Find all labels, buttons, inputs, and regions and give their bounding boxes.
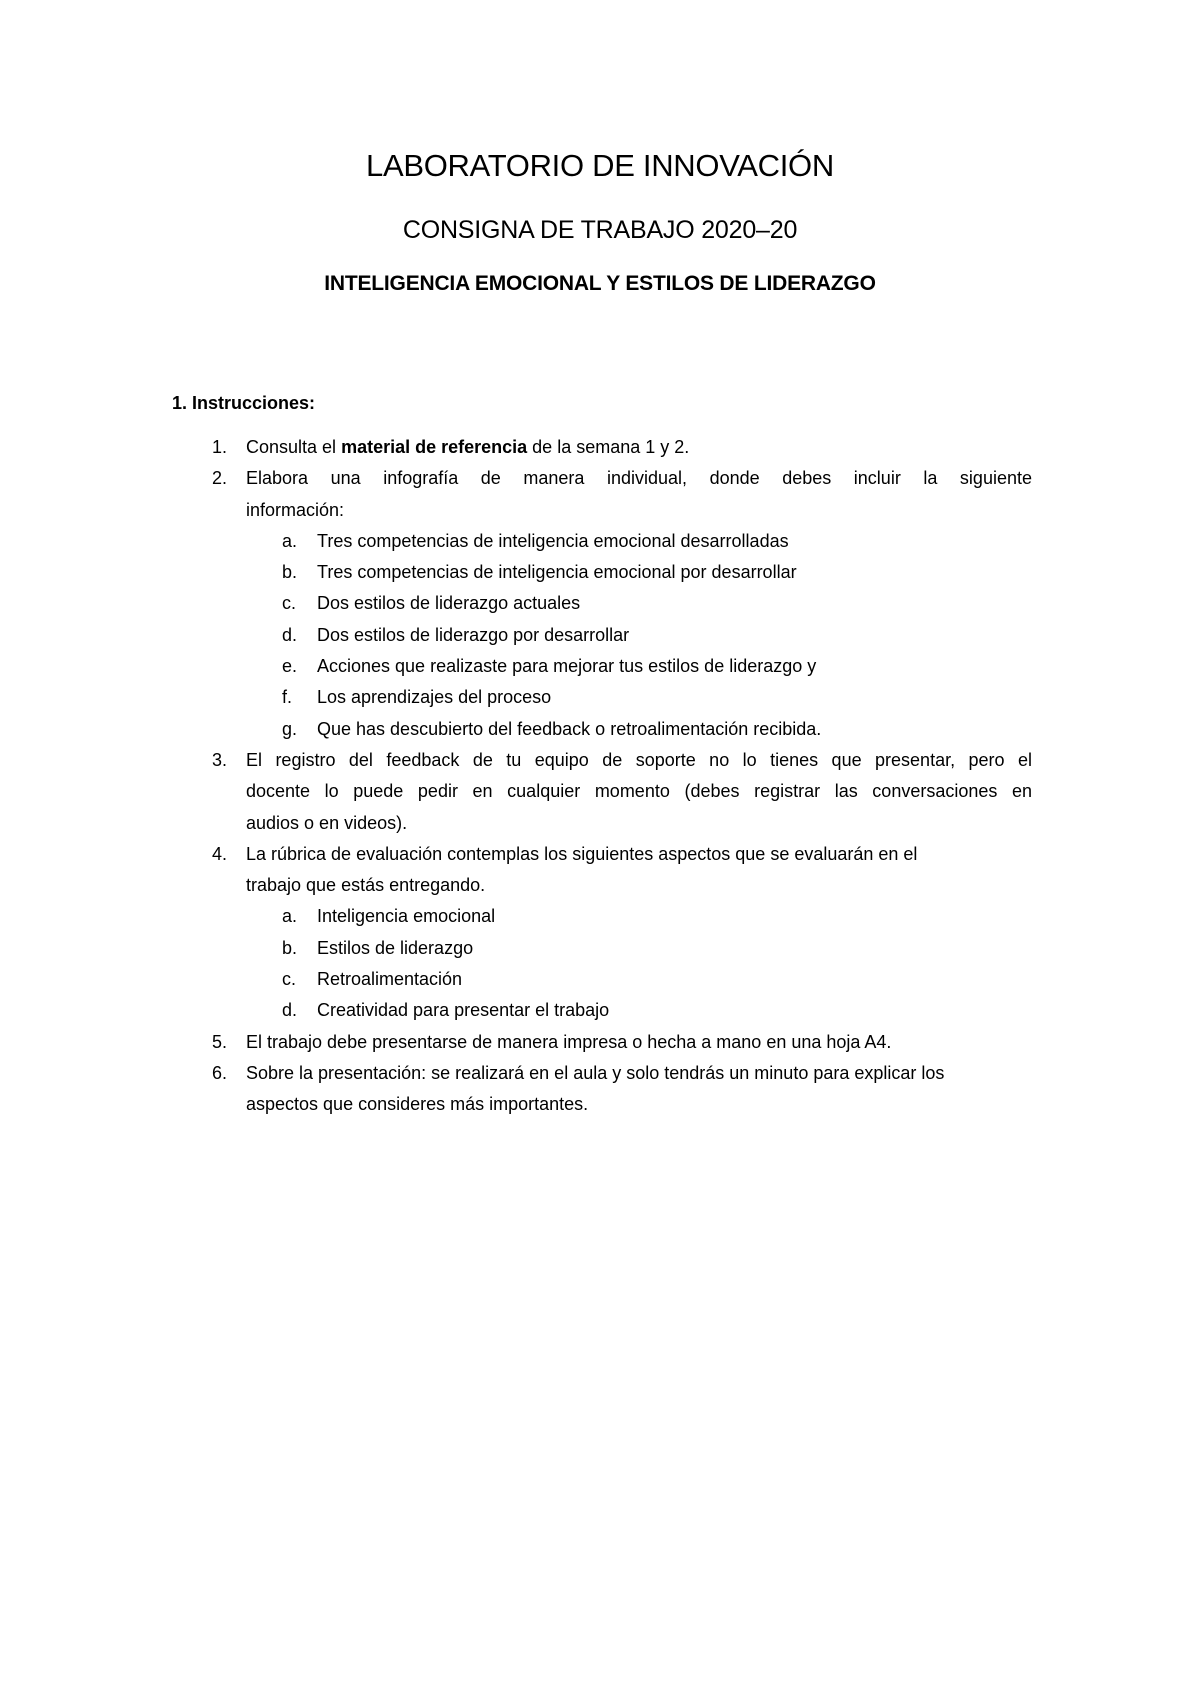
list-item-4-continuation — [0, 870, 1200, 901]
sub-item-text: Los aprendizajes del proceso — [317, 687, 552, 708]
sub-item-text: Inteligencia emocional — [317, 906, 496, 927]
sub-item — [0, 682, 1200, 713]
sub-item-letter: e. — [282, 656, 298, 677]
item-text: El trabajo debe presentarse de manera impresa o hecha a mano en una hoja A4. — [246, 1031, 892, 1052]
sub-item-text: Creatividad para presentar el trabajo — [317, 1000, 610, 1021]
sub-item-text: Tres competencias de inteligencia emocional por desarrollar — [317, 562, 797, 583]
sub-item — [0, 651, 1200, 682]
list-item-6 — [0, 1058, 1200, 1089]
sub-item-letter: g. — [282, 718, 298, 739]
sub-item-letter: f. — [282, 687, 293, 708]
list-item-1 — [0, 432, 1200, 463]
list-item-6-continuation — [0, 1089, 1200, 1120]
list-item-3 — [0, 745, 1200, 776]
item-text: El registro del feedback de tu equipo de soporte no lo tienes que presentar, pero el — [246, 749, 1032, 770]
sub-item — [0, 557, 1200, 588]
item-text: aspectos que consideres más importantes. — [246, 1094, 589, 1115]
item-number: 1. — [211, 437, 227, 457]
item-number: 4. — [211, 843, 227, 864]
sub-item-text: Tres competencias de inteligencia emocional desarrolladas — [317, 530, 789, 551]
item-number: 5. — [211, 1031, 227, 1052]
sub-item-text: Acciones que realizaste para mejorar tus estilos de liderazgo y — [317, 656, 817, 677]
list-item-3-continuation — [0, 808, 1200, 839]
sub-item-text: Retroalimentación — [317, 969, 463, 990]
item-text: La rúbrica de evaluación contemplas los siguientes aspectos que se evaluarán en el — [246, 843, 918, 864]
document-title: LABORATORIO DE INNOVACIÓN — [366, 148, 834, 183]
sub-item-text: Que has descubierto del feedback o retroalimentación recibida. — [317, 718, 822, 739]
item-text — [246, 432, 689, 463]
sub-item-letter: c. — [282, 969, 297, 990]
list-item-4 — [0, 839, 1200, 870]
sub-item — [0, 933, 1200, 964]
item-text-post: de la semana 1 y 2. — [527, 437, 690, 457]
list-item-2-continuation — [0, 495, 1200, 526]
sub-item-letter: d. — [282, 624, 298, 645]
sub-item-text: Dos estilos de liderazgo por desarrollar — [317, 624, 630, 645]
sub-item — [0, 526, 1200, 557]
sub-item-letter: a. — [282, 530, 298, 551]
sub-item — [0, 620, 1200, 651]
document-topic: INTELIGENCIA EMOCIONAL Y ESTILOS DE LIDERAZGO — [324, 272, 876, 295]
item-text: docente lo puede pedir en cualquier momento (debes registrar las conversaciones en — [246, 781, 1032, 802]
item-text: Elabora una infografía de manera individual, donde debes incluir la siguiente — [246, 468, 1032, 489]
item-text: información: — [246, 499, 345, 520]
item-text-pre: Consulta el — [246, 437, 342, 457]
sub-item-letter: b. — [282, 937, 298, 958]
section-heading: 1. Instrucciones: — [172, 393, 316, 413]
instructions-list — [0, 432, 1200, 1121]
sub-item-text: Estilos de liderazgo — [317, 937, 474, 958]
item-text: Sobre la presentación: se realizará en el aula y solo tendrás un minuto para explicar los — [246, 1062, 945, 1083]
list-item-5 — [0, 1027, 1200, 1058]
sub-item — [0, 588, 1200, 619]
sub-item-letter: c. — [282, 593, 297, 614]
sub-item-letter: b. — [282, 562, 298, 583]
item-text: audios o en videos). — [246, 812, 408, 833]
item-number: 6. — [211, 1062, 227, 1083]
sub-item-letter: a. — [282, 906, 298, 927]
list-item-3-continuation — [0, 776, 1200, 807]
sub-item — [0, 714, 1200, 745]
item-number: 3. — [211, 749, 227, 770]
item-text-bold: material de referencia — [341, 437, 528, 457]
sub-item — [0, 964, 1200, 995]
sub-item-text: Dos estilos de liderazgo actuales — [317, 593, 581, 614]
sub-item — [0, 995, 1200, 1026]
document-subtitle: CONSIGNA DE TRABAJO 2020–20 — [402, 216, 798, 244]
sub-item — [0, 901, 1200, 932]
sub-item-letter: d. — [282, 1000, 298, 1021]
list-item-2 — [0, 463, 1200, 494]
item-number: 2. — [211, 468, 227, 489]
item-text: trabajo que estás entregando. — [246, 875, 486, 896]
